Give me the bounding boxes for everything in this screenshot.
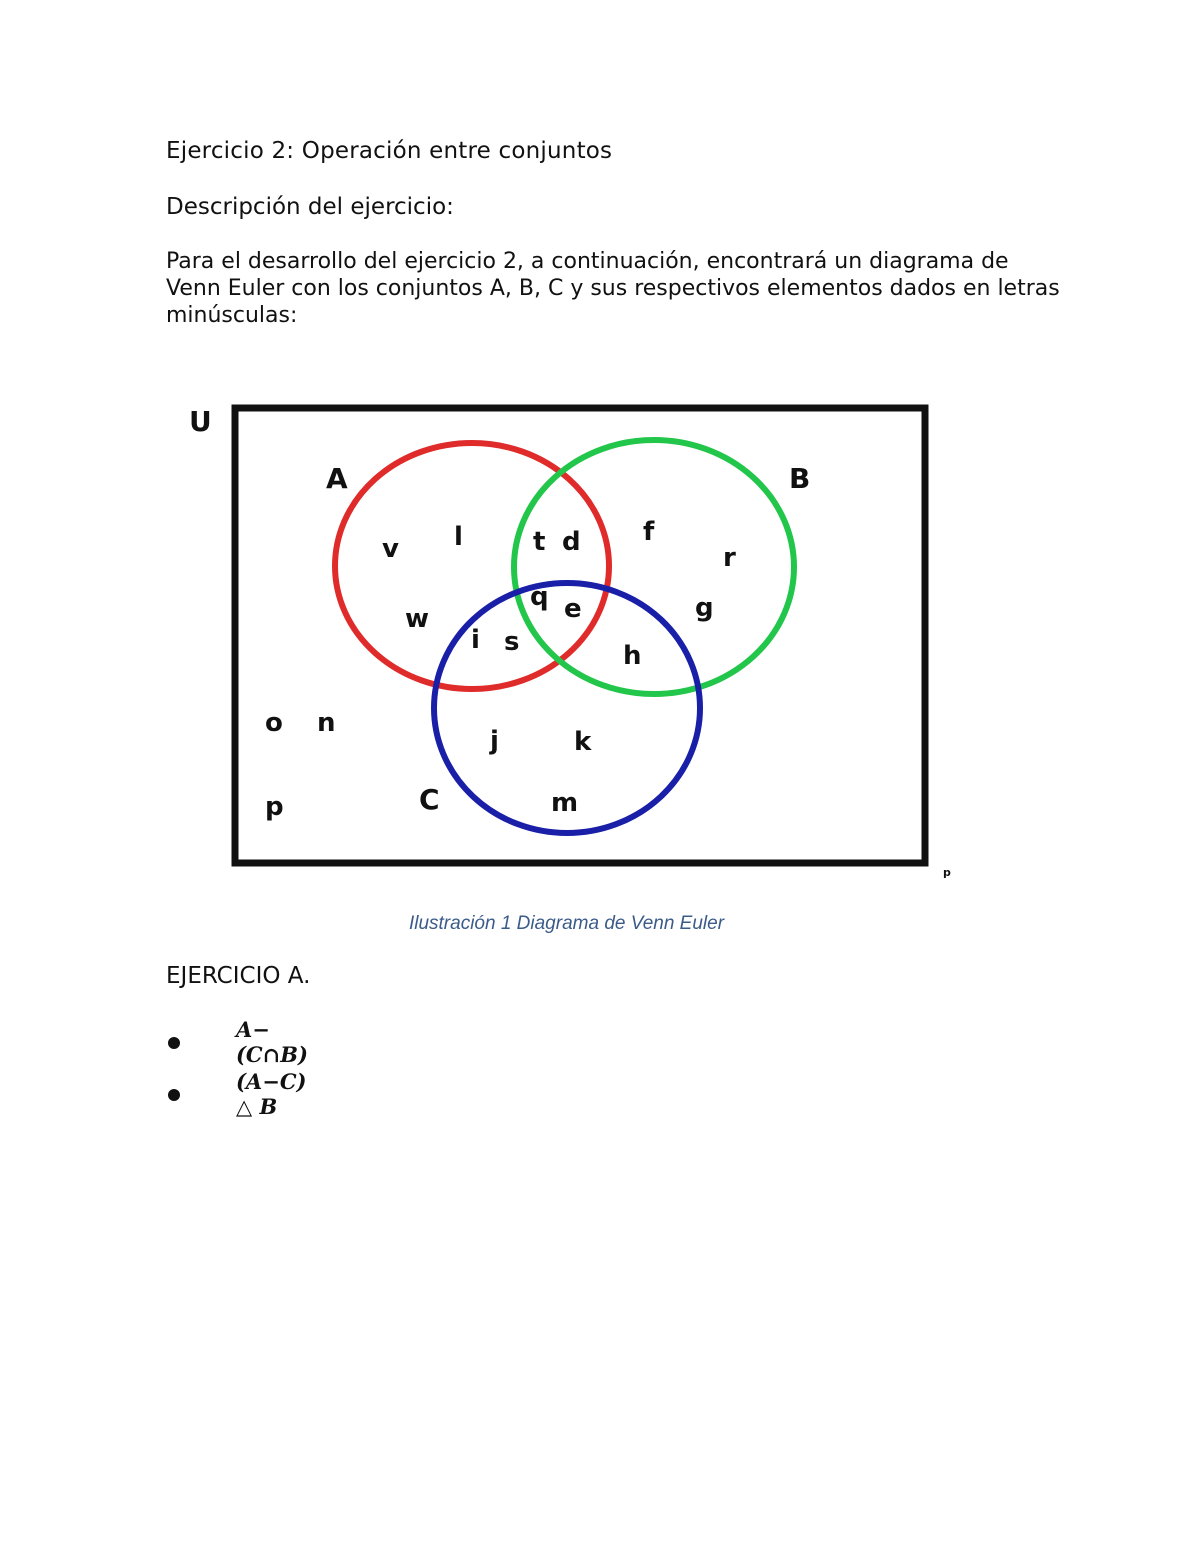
element-p: p <box>265 792 284 822</box>
element-v: v <box>382 534 399 564</box>
intro-paragraph: Para el desarrollo del ejercicio 2, a continuación, encontrará un diagrama de Venn Euler con los conjuntos A, B, C y sus respectivos elementos dados en letras minúsculas: <box>166 249 1060 328</box>
set-a-label: A <box>326 462 348 495</box>
exercise-list <box>166 1016 308 1120</box>
element-n: n <box>317 708 336 738</box>
element-j: j <box>490 726 499 756</box>
set-b-circle <box>514 440 794 694</box>
exercise-heading: EJERCICIO A. <box>166 963 311 989</box>
element-f: f <box>643 517 655 547</box>
section-subtitle: Descripción del ejercicio: <box>166 194 454 220</box>
element-e: e <box>564 594 582 624</box>
page-title: Ejercicio 2: Operación entre conjuntos <box>166 138 613 164</box>
list-item <box>166 1016 308 1068</box>
element-i: i <box>471 625 480 655</box>
element-s: s <box>504 627 520 657</box>
element-r: r <box>723 543 736 573</box>
bullet-icon <box>168 1037 180 1049</box>
element-m: m <box>551 788 579 818</box>
figure-caption: Ilustración 1 Diagrama de Venn Euler <box>408 913 725 934</box>
element-q: q <box>530 582 549 612</box>
bullet-icon <box>168 1089 180 1101</box>
universe-label: U <box>189 405 212 438</box>
formula-2: (A−C) △ B <box>236 1069 307 1119</box>
set-c-label: C <box>419 783 440 816</box>
set-b-label: B <box>789 462 811 495</box>
element-t: t <box>533 527 546 557</box>
element-w: w <box>405 604 430 634</box>
element-g: g <box>695 593 714 623</box>
footnote-mark: p <box>943 866 951 879</box>
element-d: d <box>562 527 581 557</box>
formula-1: A−(C∩B) <box>236 1017 308 1067</box>
element-k: k <box>574 727 592 757</box>
element-h: h <box>623 641 642 671</box>
list-item <box>166 1068 307 1120</box>
element-o: o <box>265 708 283 738</box>
element-l: l <box>454 522 463 552</box>
